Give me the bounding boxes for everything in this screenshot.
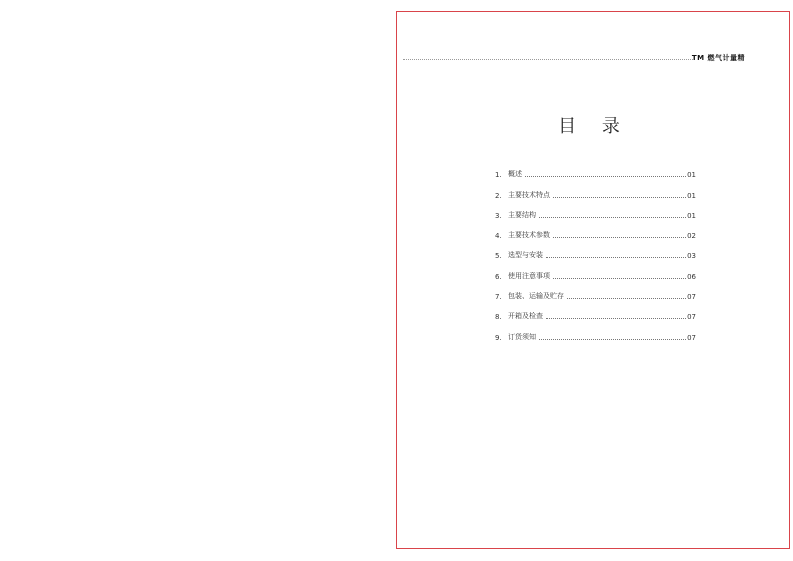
toc-item-page: 07	[687, 333, 696, 342]
toc-item-page: 02	[687, 232, 696, 241]
toc-dot-leader	[553, 197, 686, 198]
toc-dot-leader	[525, 176, 686, 177]
toc-item-label: 选型与安装	[508, 251, 543, 260]
toc-item-page: 01	[687, 191, 696, 200]
toc-dot-leader	[546, 257, 686, 258]
toc-page	[396, 11, 790, 549]
toc-dot-leader	[567, 298, 686, 299]
toc-item[interactable]	[495, 260, 696, 280]
toc-item-label: 包装、运输及贮存	[508, 292, 564, 301]
toc-item-number: 8.	[495, 313, 502, 322]
toc-dot-leader	[553, 278, 686, 279]
toc-item-number: 5.	[495, 252, 502, 261]
toc-item-page: 01	[687, 211, 696, 220]
toc-item-page: 07	[687, 293, 696, 302]
toc-item-label: 使用注意事项	[508, 271, 550, 280]
toc-item[interactable]	[495, 301, 696, 321]
toc-item-label: 开箱及检查	[508, 312, 543, 321]
toc-item-number: 9.	[495, 333, 502, 342]
toc-item-number: 7.	[495, 293, 502, 302]
blank-left-page	[0, 0, 396, 561]
toc-item[interactable]	[495, 281, 696, 301]
toc-item-label: 订货须知	[508, 332, 536, 341]
toc-list	[495, 159, 696, 342]
toc-item-number: 3.	[495, 211, 502, 220]
header-dotted-rule	[403, 59, 693, 60]
toc-item[interactable]	[495, 200, 696, 220]
toc-item-label: 主要技术参数	[508, 231, 550, 240]
toc-item[interactable]	[495, 220, 696, 240]
toc-item[interactable]	[495, 159, 696, 179]
toc-dot-leader	[539, 217, 686, 218]
toc-item-number: 4.	[495, 232, 502, 241]
toc-item[interactable]	[495, 321, 696, 341]
toc-item-page: 01	[687, 171, 696, 180]
toc-item-page: 07	[687, 313, 696, 322]
toc-item-label: 主要结构	[508, 210, 536, 219]
toc-item-page: 06	[687, 272, 696, 281]
toc-dot-leader	[546, 318, 686, 319]
toc-title: 目 录	[558, 116, 630, 137]
header-title: TM 燃气计量精	[691, 54, 745, 62]
toc-item[interactable]	[495, 240, 696, 260]
toc-item-label: 主要技术特点	[508, 190, 550, 199]
toc-item[interactable]	[495, 179, 696, 199]
toc-item-page: 03	[687, 252, 696, 261]
toc-item-number: 2.	[495, 191, 502, 200]
toc-item-number: 6.	[495, 272, 502, 281]
toc-dot-leader	[539, 339, 686, 340]
toc-item-label: 概述	[508, 170, 522, 179]
toc-item-number: 1.	[495, 171, 502, 180]
toc-dot-leader	[553, 237, 686, 238]
